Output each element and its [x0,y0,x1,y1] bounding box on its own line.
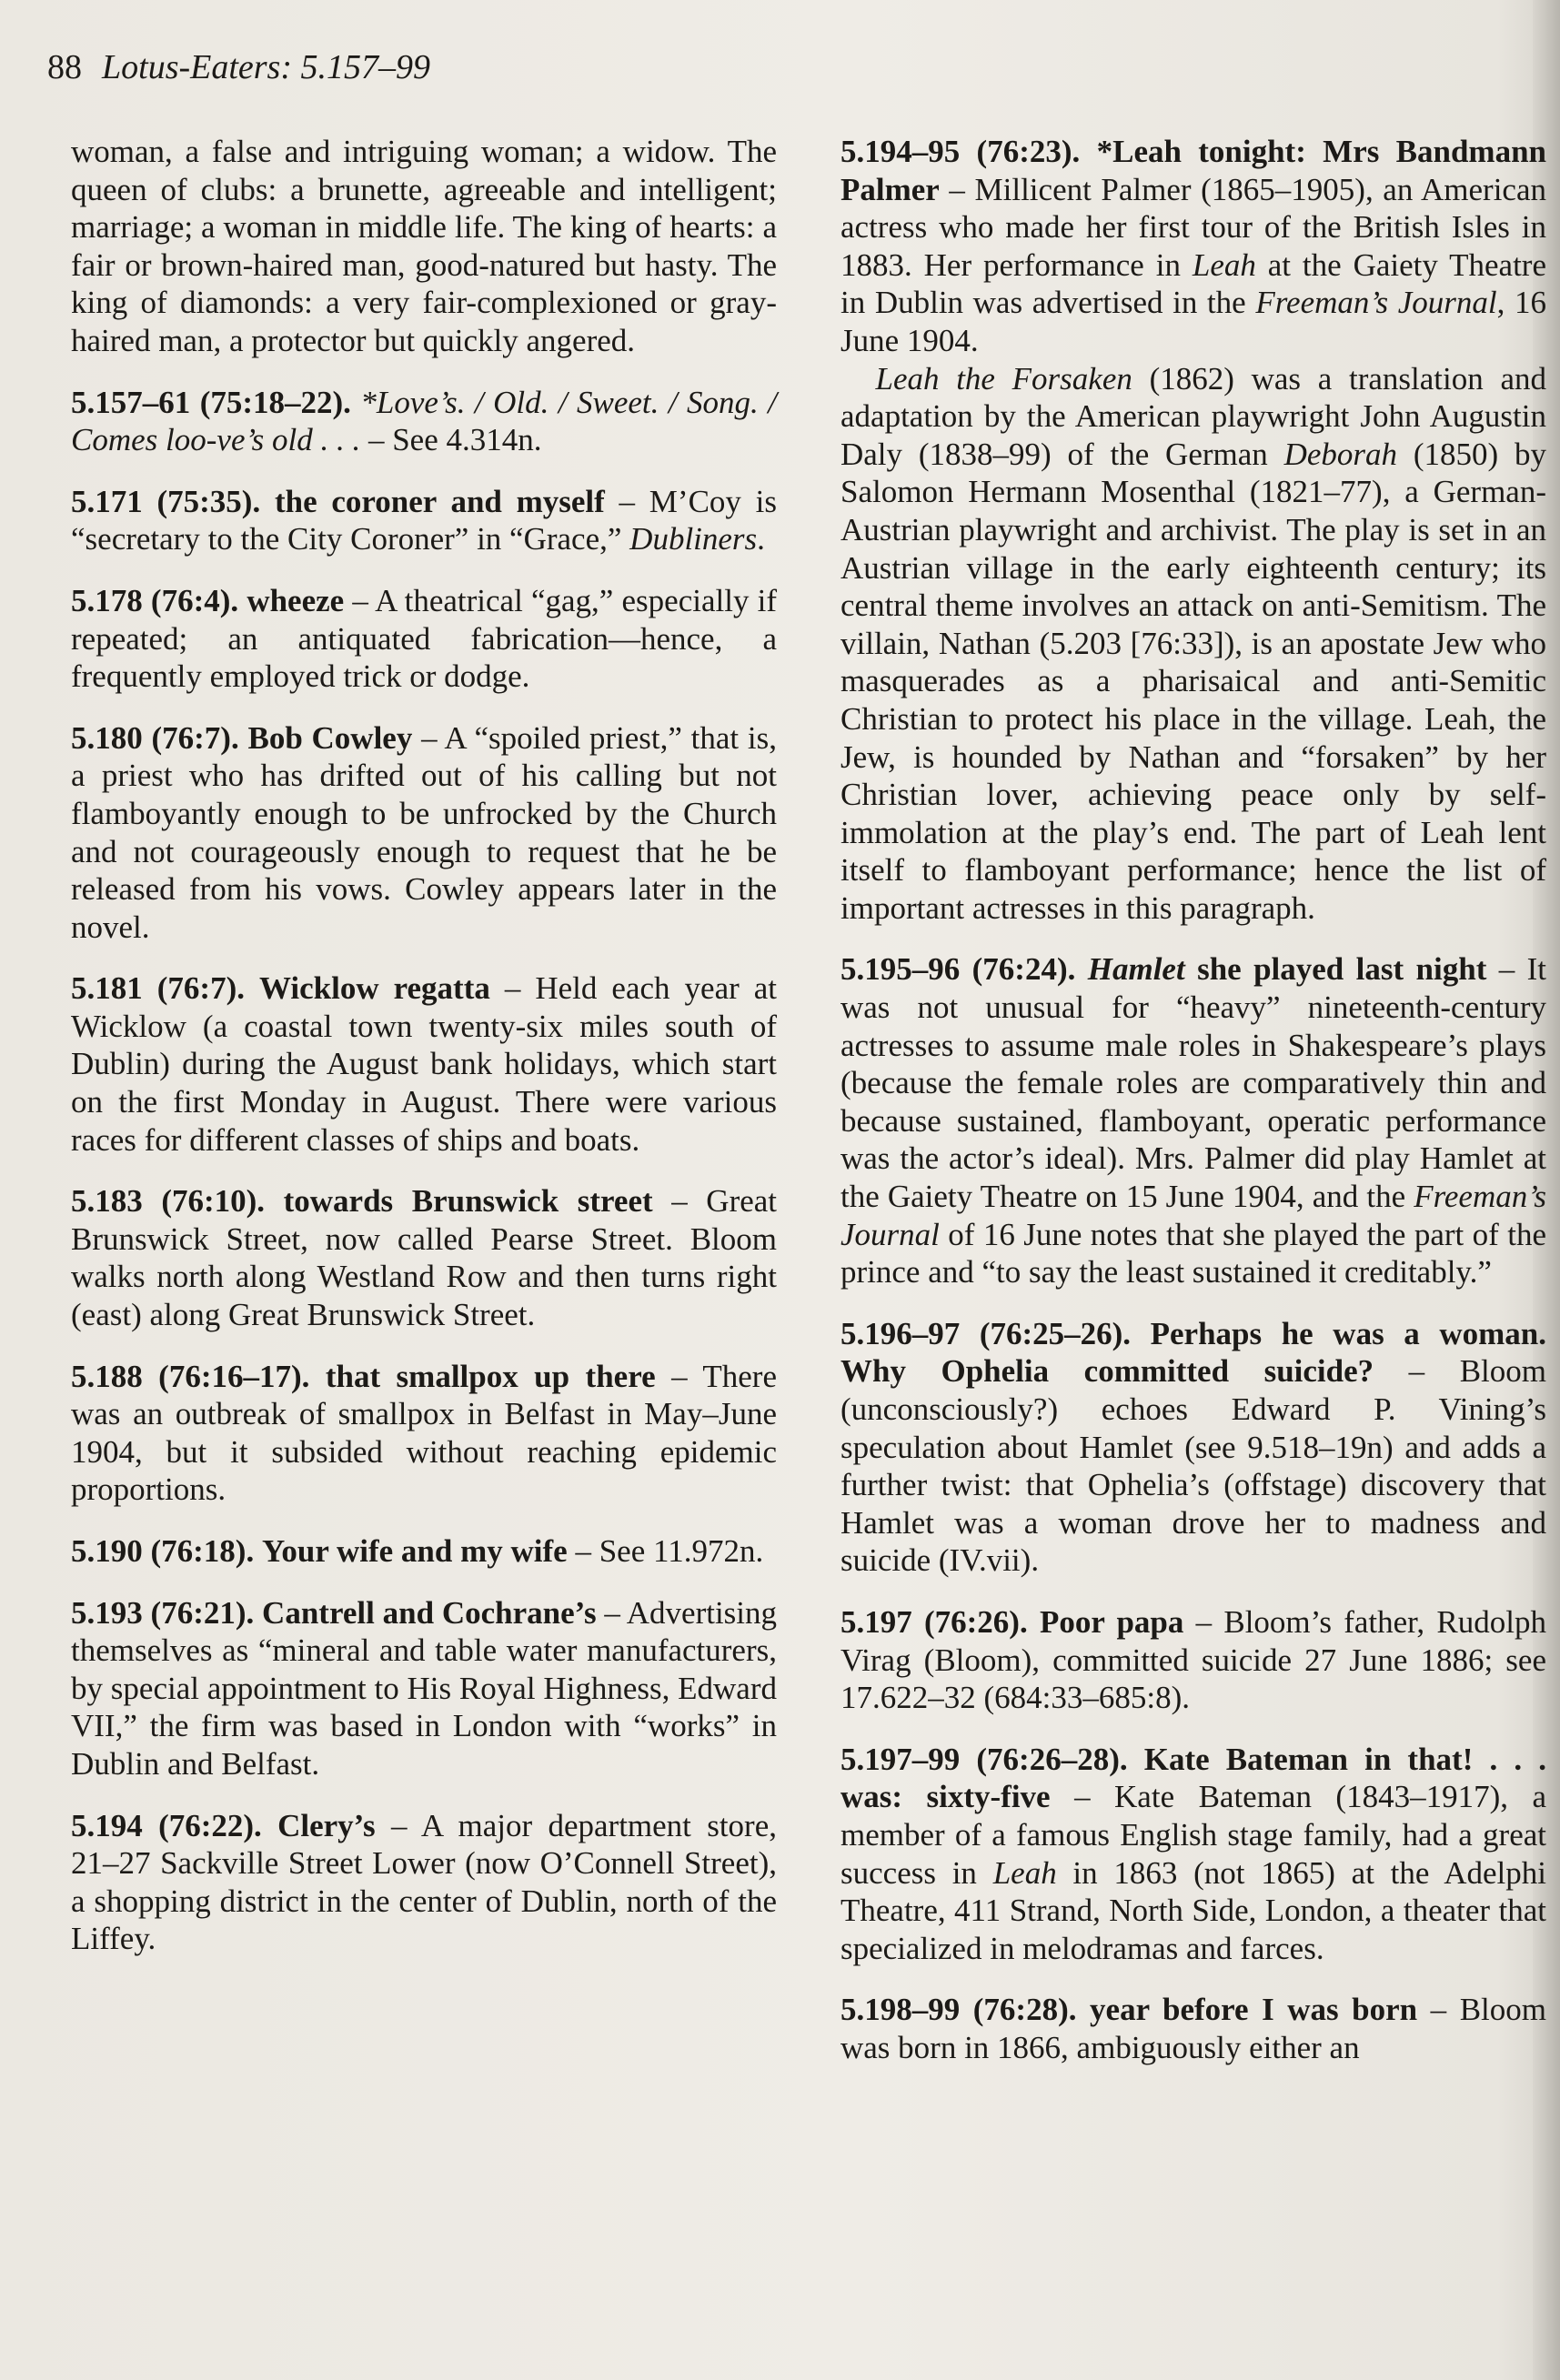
entry-lemma: towards Brunswick street [283,1183,653,1220]
annotation-entry [71,1358,777,1509]
entry-lemma: Cantrell and Cochrane’s [262,1594,597,1631]
entry-gloss: of 16 June notes that she played the part of the prince and “to say the least sustained it creditably.” [840,1216,1546,1290]
annotation-entry [71,1532,777,1571]
entry-lemma: year before I was born [1090,1992,1418,2028]
entry-gloss: – Bloom was born in 1866, ambiguously either an [840,1992,1547,2065]
entry-gloss-italic: Dubliners [629,521,758,557]
entry-gloss: – A major department store, 21–27 Sackville Street Lower (now O’Connell Street), a shopping district in the center of Dublin, north of the Liffey. [71,1807,777,1957]
left-column [71,133,777,1958]
entry-gloss: – Kate Bateman (1843–1917), a member of a famous English stage family, had a great success in [840,1779,1546,1891]
annotation-entry [840,1741,1546,1968]
entry-gloss: – There was an outbreak of smallpox in Belfast in May–June 1904, but it subsided without reaching epidemic proportions. [71,1358,777,1508]
entry-lemma: Bob Cowley [247,719,413,756]
annotation-entry [840,133,1546,360]
entry-gloss: – Advertising themselves as “mineral and table water manufacturers, by special appointment to His Royal Highness, Edward VII,” the firm was based in London with “works” in Dublin and Belfast. [71,1594,778,1782]
paragraph-text: (1850) by Salomon Hermann Mosenthal (1821–77), a German-Austrian playwright and archivist. The play is set in an Austrian village in the early eighteenth century; its central theme involves an attack on anti-Semitism. The villain, Nathan (5.203 [76:33]), is an apostate Jew who masquerades as a pharisaical and anti-Semitic Christian to protect his place in the village. Leah, the Jew, is hounded by Nathan and “forsaken” by her Christian lover, achieving peace only by self-immolation at the play’s end. The part of Leah lent itself to flamboyant performance; hence the list of important actresses in this paragraph. [840,436,1547,926]
entry-lemma: she played last night [1184,951,1487,988]
running-title: Lotus-Eaters: 5.157–99 [102,48,430,86]
annotation-entry [71,582,777,696]
entry-gloss: – A “spoiled priest,” that is, a priest who has drifted out of his calling but not flamboyantly enough to be unfrocked by the Church and not courageously enough to request that he be released from his vows. Cowley appears later in the novel. [71,719,777,945]
entry-ref: 5.197 (76:26). [840,1603,1028,1640]
entry-ref: 5.181 (76:7). [71,970,245,1007]
entry-ref: 5.183 (76:10). [71,1183,266,1220]
entry-lemma: the coroner and myself [274,483,605,519]
entry-gloss: in 1863 (not 1865) at the Adelphi Theatre, 411 Strand, North Side, London, a theater that specialized in melodramas and farces. [840,1854,1546,1966]
entry-gloss: at the Gaiety Theatre in Dublin was advertised in the [840,246,1546,321]
annotation-entry [840,1603,1546,1717]
annotation-entry [71,969,777,1159]
entry-gloss: – Bloom’s father, Rudolph Virag (Bloom), committed suicide 27 June 1886; see 17.622–32 (684:33–685:8). [840,1603,1546,1716]
entry-gloss: – Bloom (unconsciously?) echoes Edward P. Vining’s speculation about Hamlet (see 9.518–19n) and adds a further twist: that Ophelia’s (offstage) discovery that Hamlet was a woman drove her to madness and suicide (IV.vii). [840,1353,1546,1579]
entry-lemma-italic: Hamlet [1087,951,1185,988]
entry-ref: 5.194–95 (76:23). [840,134,1081,169]
entry-gloss-italic: Leah [992,1854,1057,1891]
entry-gloss-italic: Freeman’s Journal [840,1179,1546,1252]
entry-gloss-end: . [757,521,765,557]
annotation-entry [71,1594,777,1783]
entry-ref: 5.194 (76:22). [71,1807,262,1843]
entry-ref: 5.198–99 (76:28). [840,1992,1077,2028]
entry-lemma: Clery’s [277,1807,376,1843]
entry-ref: 5.193 (76:21). [71,1594,255,1631]
annotation-entry [71,719,777,947]
entry-lemma: Poor papa [1039,1603,1184,1640]
entry-ref: 5.171 (75:35). [71,483,261,519]
play-title: Deborah [1283,436,1398,472]
entry-lemma: that smallpox up there [325,1358,656,1394]
annotation-entry [71,1807,777,1958]
paragraph-text: (1862) was a translation and adaptation by the American playwright John Augustin Daly (1838–99) of the German [840,360,1546,472]
annotation-entry [71,1182,777,1333]
entry-gloss: – Held each year at Wicklow (a coastal town twenty-six miles south of Dublin) during the August bank holidays, which start on the first Monday in August. There were various races for different classes of ships and boats. [71,970,778,1158]
entry-lemma: Your wife and my wife [261,1533,568,1569]
entry-gloss: , 16 June 1904. [840,285,1546,358]
entry-lemma: Perhaps he was a woman. Why Ophelia committed suicide? [840,1315,1547,1390]
entry-ref: 5.197–99 (76:26–28). [840,1741,1128,1777]
entry-gloss-italic: Freeman’s Journal [1255,285,1497,321]
entry-gloss: – M’Coy is “secretary to the City Coroner” in “Grace,” [71,483,778,557]
entry-ref: 5.188 (76:16–17). [71,1358,310,1394]
entry-gloss: – Millicent Palmer (1865–1905), an American actress who made her first tour of the British Isles in 1883. Her performance in [840,171,1546,283]
running-head [47,44,430,91]
entry-gloss: – See 11.972n. [567,1533,764,1569]
entry-lemma: wheeze [247,582,345,618]
annotation-entry [71,483,777,558]
annotation-paragraph [840,360,1546,928]
entry-gloss: – A theatrical “gag,” especially if repeated; an antiquated fabrication—hence, a frequently employed trick or dodge. [71,582,777,695]
entry-ref: 5.180 (76:7). [71,719,239,756]
entry-ref: 5.196–97 (76:25–26). [840,1315,1132,1351]
annotation-entry [840,1991,1546,2066]
entry-gloss: – It was not unusual for “heavy” nineteenth-century actresses to assume male roles in Shakespeare’s plays (because the female roles are comparatively thin and because sustained, flamboyant, operatic performance was the actor’s ideal). Mrs. Palmer did play Hamlet at the Gaiety Theatre on 15 June 1904, and the [840,951,1547,1215]
page-number: 88 [47,48,82,86]
play-title: Leah the Forsaken [875,360,1132,397]
continuation-paragraph: woman, a false and intriguing woman; a widow. The queen of clubs: a brunette, agreeable and intelligent; marriage; a woman in middle life. The king of hearts: a fair or brown-haired man, good-natured but hasty. The king of diamonds: a very fair-complexioned or gray-haired man, a protector but quickly angered. [71,134,777,358]
entry-lemma: *Leah tonight: Mrs Bandmann Palmer [840,134,1547,207]
right-column [840,133,1546,2067]
annotation-entry [840,1315,1546,1580]
annotation-entry [71,384,777,459]
entry-gloss: – See 4.314n. [360,422,542,458]
entry-gloss: – Great Brunswick Street, now called Pearse Street. Bloom walks north along Westland Row and then turns right (east) along Great Brunswick Street. [71,1183,778,1333]
entry-lemma: *Love’s. / Old. / Sweet. / Song. / Comes loo-ve’s old . . . [71,384,777,458]
entry-ref: 5.190 (76:18). [71,1533,255,1569]
annotation-entry [840,950,1546,1290]
entry-gloss-italic: Leah [1192,246,1256,283]
entry-lemma: Wicklow regatta [259,970,490,1007]
entry-ref: 5.195–96 (76:24). [840,951,1076,988]
entry-ref: 5.178 (76:4). [71,582,239,618]
entry-ref: 5.157–61 (75:18–22). [71,384,351,420]
entry-lemma: Kate Bateman in that! . . . was: sixty-five [840,1741,1546,1815]
